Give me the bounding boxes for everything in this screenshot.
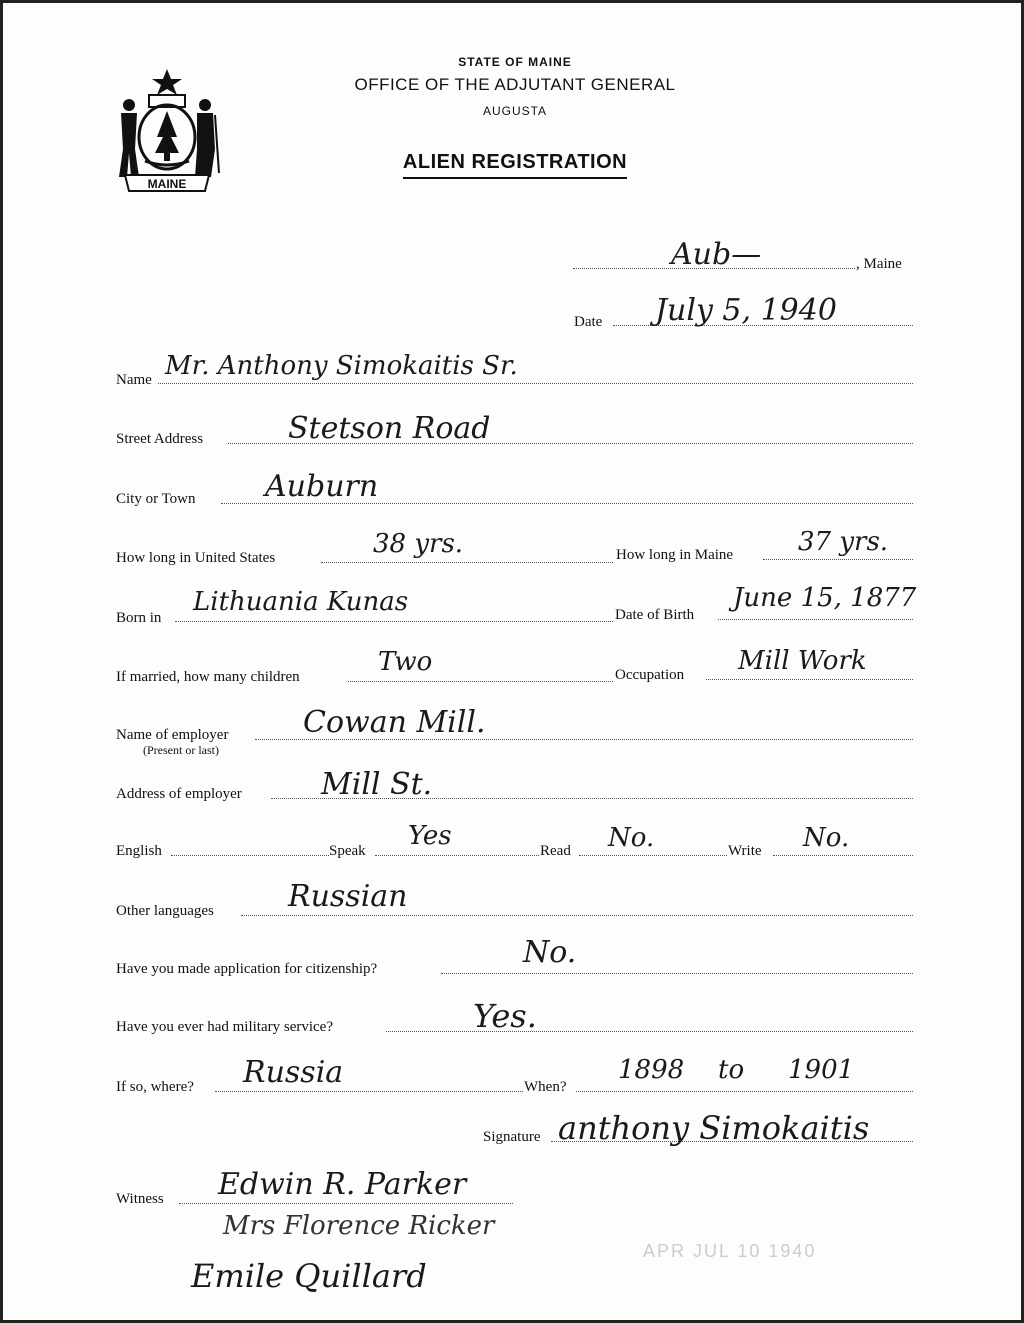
military-line	[386, 1031, 913, 1032]
date-label: Date	[574, 314, 603, 330]
other-languages-line	[241, 915, 913, 916]
employer-address-value: Mill St.	[321, 767, 433, 802]
when-until-value: 1901	[788, 1055, 855, 1085]
military-label: Have you ever had military service?	[116, 1019, 333, 1035]
when-line	[576, 1091, 913, 1092]
read-label: Read	[540, 843, 571, 859]
speak-line	[375, 855, 539, 856]
maine-label: , Maine	[856, 256, 902, 272]
occupation-line	[706, 679, 913, 680]
date-value: July 5, 1940	[655, 293, 837, 328]
where-line	[215, 1091, 523, 1092]
born-in-label: Born in	[116, 610, 162, 626]
when-from-value: 1898	[618, 1055, 685, 1085]
occupation-label: Occupation	[615, 667, 685, 683]
employer-note-label: (Present or last)	[143, 743, 219, 757]
speak-label: Speak	[329, 843, 366, 859]
citizenship-line	[441, 973, 913, 974]
city-value: Auburn	[265, 469, 379, 504]
form-title-text: ALIEN REGISTRATION	[403, 151, 627, 179]
children-label: If married, how many children	[116, 669, 300, 685]
how-long-us-value: 38 yrs.	[373, 529, 464, 559]
seal-text: MAINE	[147, 177, 187, 191]
employer-name-label: Name of employer	[116, 727, 229, 743]
english-label: English	[116, 843, 162, 859]
date-of-birth-value: June 15, 1877	[733, 583, 917, 613]
town-value: Aub—	[671, 237, 762, 272]
other-languages-label: Other languages	[116, 903, 214, 919]
name-label: Name	[116, 372, 152, 388]
name-line	[158, 383, 913, 384]
received-stamp-text: APR JUL 10 1940	[643, 1241, 817, 1261]
office-heading: OFFICE OF THE ADJUTANT GENERAL	[354, 75, 676, 94]
when-to-value: to	[718, 1055, 745, 1085]
witness-1-value: Edwin R. Parker	[218, 1167, 467, 1202]
street-address-label: Street Address	[116, 431, 204, 447]
where-value: Russia	[243, 1055, 344, 1090]
date-of-birth-label: Date of Birth	[615, 607, 695, 623]
witness-label: Witness	[116, 1191, 164, 1207]
citizenship-value: No.	[523, 935, 577, 970]
received-stamp	[643, 1241, 903, 1297]
signature-label: Signature	[483, 1129, 541, 1145]
witness-3-value: Emile Quillard	[191, 1257, 427, 1295]
name-value: Mr. Anthony Simokaitis Sr.	[165, 351, 518, 381]
street-address-value: Stetson Road	[288, 411, 491, 446]
when-label: When?	[524, 1079, 567, 1095]
city-heading: AUGUSTA	[482, 104, 548, 118]
citizenship-label: Have you made application for citizenship?	[116, 961, 378, 977]
where-label: If so, where?	[116, 1079, 194, 1095]
how-long-maine-line	[763, 559, 913, 560]
how-long-us-label: How long in United States	[116, 550, 276, 566]
children-line	[348, 681, 613, 682]
date-of-birth-line	[718, 619, 913, 620]
how-long-us-line	[321, 562, 613, 563]
how-long-maine-label: How long in Maine	[616, 547, 734, 563]
how-long-maine-value: 37 yrs.	[798, 527, 889, 557]
read-line	[579, 855, 727, 856]
employer-name-value: Cowan Mill.	[303, 705, 486, 740]
born-in-value: Lithuania Kunas	[193, 587, 409, 617]
city-label: City or Town	[116, 491, 196, 507]
military-value: Yes.	[473, 997, 537, 1035]
employer-address-label: Address of employer	[116, 786, 242, 802]
witness-line	[179, 1203, 513, 1204]
english-line	[171, 855, 329, 856]
write-line	[773, 855, 913, 856]
state-heading: STATE OF MAINE	[458, 55, 572, 69]
write-value: No.	[803, 823, 850, 853]
write-label: Write	[728, 843, 762, 859]
children-value: Two	[378, 647, 433, 677]
occupation-value: Mill Work	[738, 646, 867, 676]
signature-value: anthony Simokaitis	[558, 1109, 870, 1147]
speak-value: Yes	[408, 821, 452, 851]
read-value: No.	[608, 823, 655, 853]
other-languages-value: Russian	[288, 879, 408, 914]
maine-seal-icon	[111, 65, 223, 197]
born-in-line	[175, 621, 613, 622]
witness-2-value: Mrs Florence Ricker	[223, 1211, 495, 1241]
